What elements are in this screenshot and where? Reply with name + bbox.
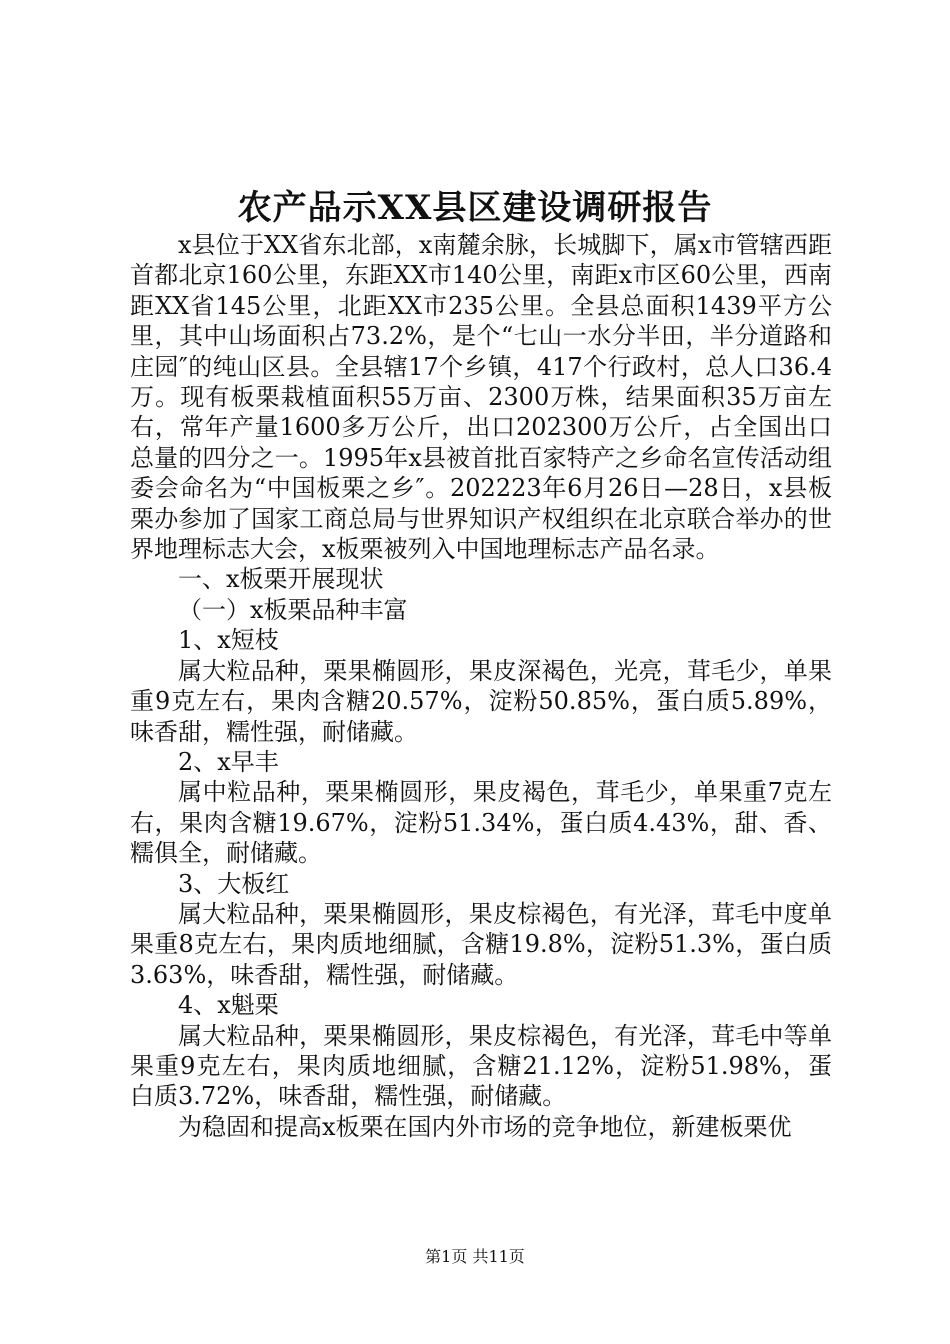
document-title: 农产品示XX县区建设调研报告 xyxy=(237,188,713,228)
variety-heading: 1、x短枝 xyxy=(178,626,279,655)
document-body xyxy=(130,230,832,1142)
variety-heading: 2、x早丰 xyxy=(178,747,279,776)
paragraph-continued: 为稳固和提高x板栗在国内外市场的竞争地位，新建板栗优 xyxy=(178,1112,792,1141)
variety-description: 属大粒品种，栗果椭圆形，果皮棕褐色，有光泽，茸毛中度单果重8克左右，果肉质地细腻，含糖19.8%，淀粉51.3%，蛋白质3.63%，味香甜，糯性强，耐储藏。 xyxy=(130,899,832,989)
page-number: 第1页 共11页 xyxy=(425,1247,525,1266)
paragraph-intro: x县位于XX省东北部，x南麓余脉，长城脚下，属x市管辖西距首都北京160公里，东距XX市140公里，南距x市区60公里，西南距XX省145公里，北距XX市235公里。全县总面积1439平方公里，其中山场面积占73.2%，是个“七山一水分半田，半分道路和庄园″的纯山区县。全县辖17个乡镇，417个行政村，总人口36.4万。现有板栗栽植面积55万亩、2300万株，结果面积35万亩左右，常年产量1600多万公斤，出口202300万公斤，占全国出口总量的四分之一。1995年x县被首批百家特产之乡命名宣传活动组委会命名为“中国板栗之乡″。202223年6月26日—28日，x县板栗办参加了国家工商总局与世界知识产权组织在北京联合举办的世界地理标志大会，x板栗被列入中国地理标志产品名录。 xyxy=(130,231,832,564)
variety-heading: 4、x魁栗 xyxy=(178,991,279,1020)
section-heading: 一、x板栗开展现状 xyxy=(178,565,384,594)
subsection-heading: （一）x板栗品种丰富 xyxy=(178,595,408,624)
variety-description: 属大粒品种，栗果椭圆形，果皮棕褐色，有光泽，茸毛中等单果重9克左右，果肉质地细腻，含糖21.12%，淀粉51.98%，蛋白质3.72%，味香甜，糯性强，耐储藏。 xyxy=(130,1021,832,1111)
variety-heading: 3、大板红 xyxy=(178,869,290,898)
variety-description: 属大粒品种，栗果椭圆形，果皮深褐色，光亮，茸毛少，单果重9克左右，果肉含糖20.57%，淀粉50.85%，蛋白质5.89%，味香甜，糯性强，耐储藏。 xyxy=(130,656,832,746)
variety-description: 属中粒品种，栗果椭圆形，果皮褐色，茸毛少，单果重7克左右，果肉含糖19.67%，淀粉51.34%，蛋白质4.43%，甜、香、糯俱全，耐储藏。 xyxy=(130,778,832,868)
